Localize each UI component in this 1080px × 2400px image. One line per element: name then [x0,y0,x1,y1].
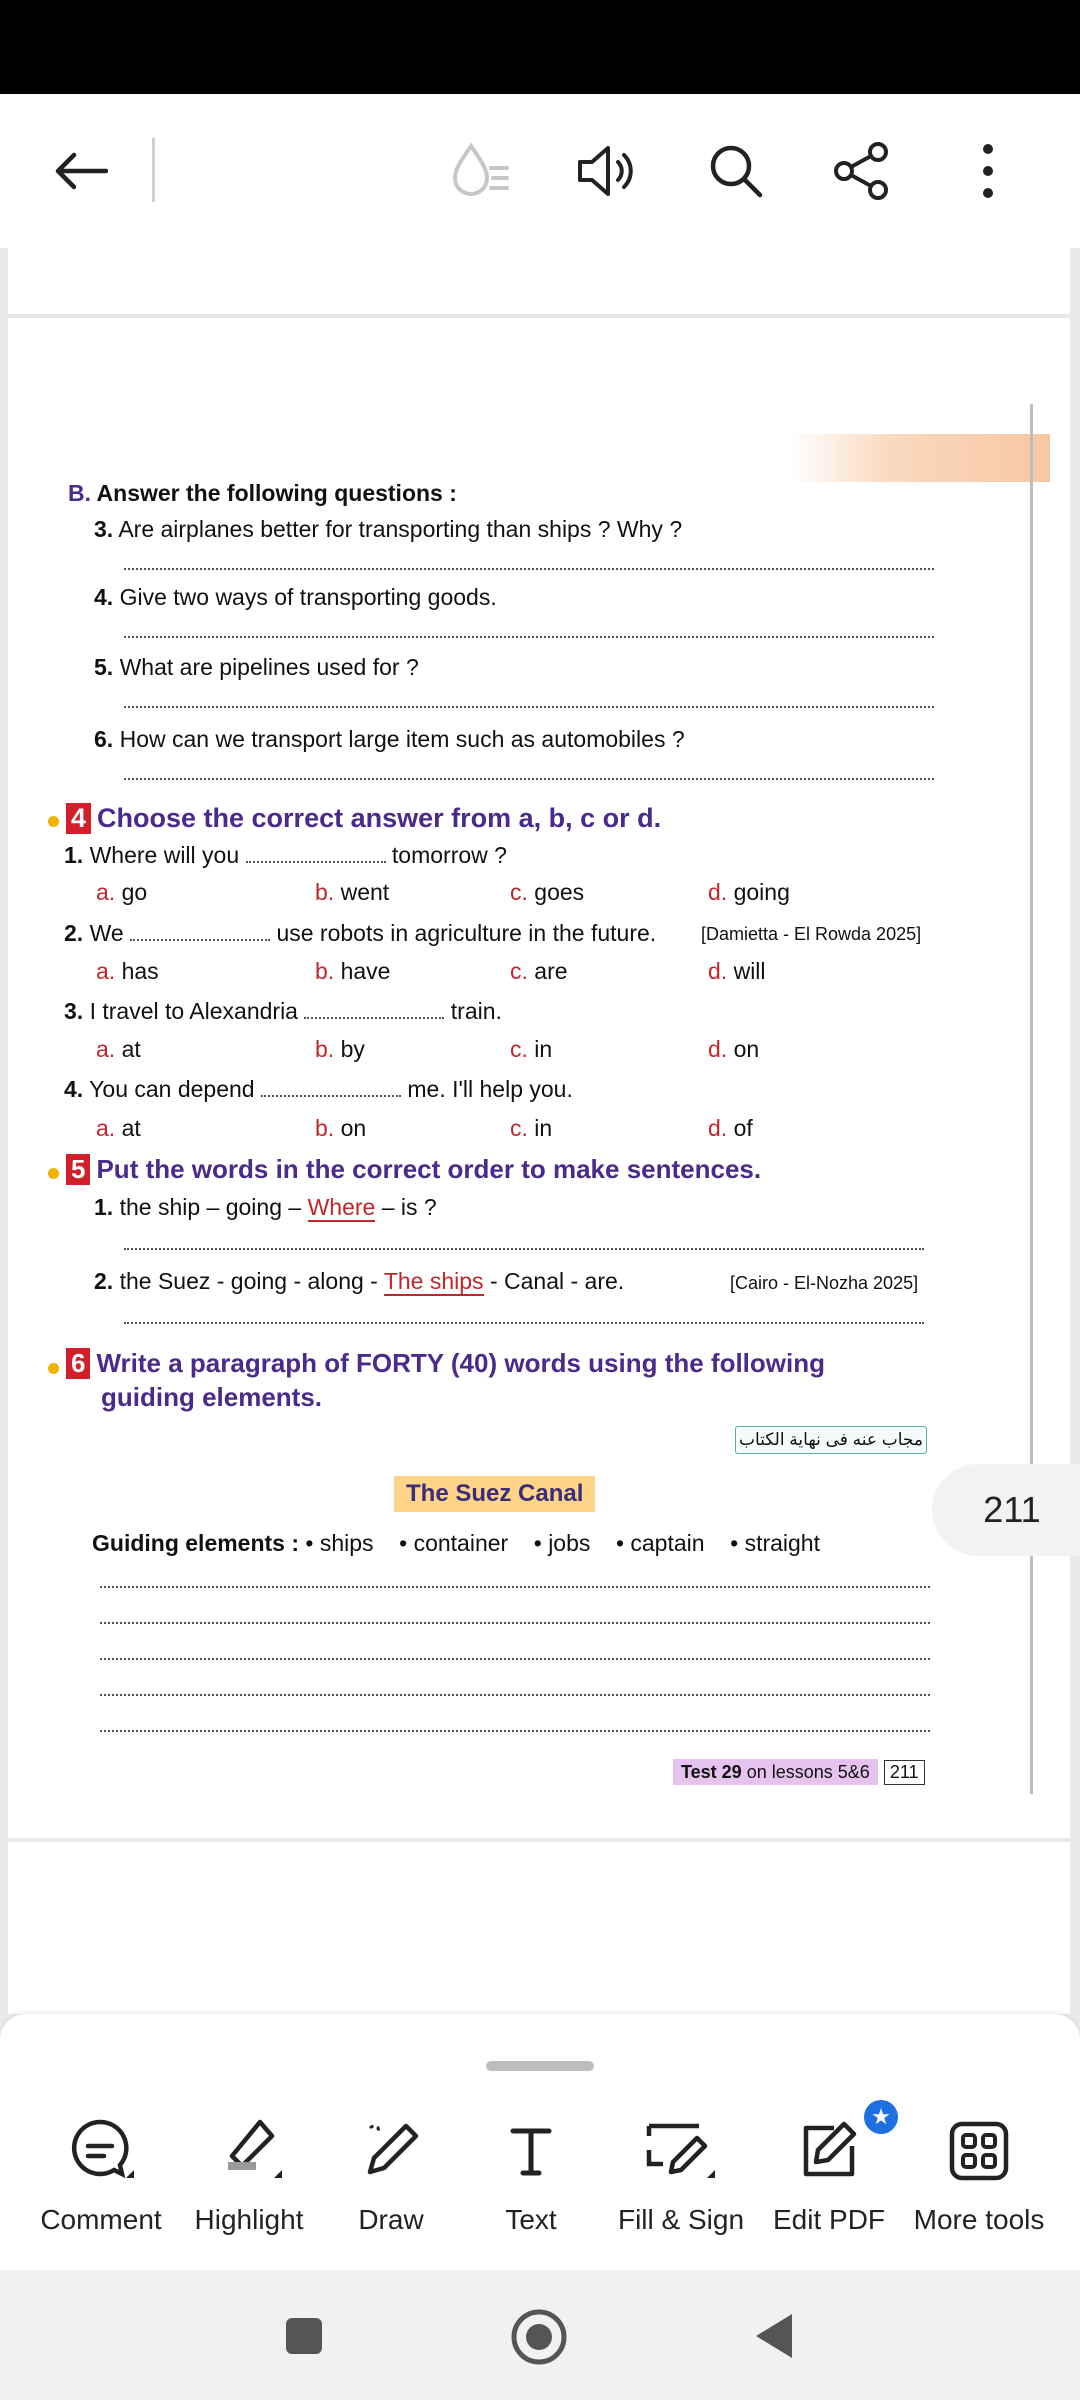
tool-label: Text [505,2204,557,2235]
draw-icon [316,2108,466,2194]
section-5-title: 5 Put the words in the correct order to make sentences. [66,1154,761,1185]
option-c[interactable]: c. are [510,958,568,984]
mcq-1: 1. Where will you tomorrow ? [64,842,507,868]
mcq-4: 4. You can depend me. I'll help you. [64,1076,573,1102]
question-4: 4. Give two ways of transporting goods. [94,584,497,610]
read-aloud-icon[interactable] [570,94,642,248]
option-a[interactable]: a. has [96,958,159,984]
page-number-indicator[interactable]: 211 [932,1464,1080,1556]
reorder-2: 2. the Suez - going - along - The ships - Canal - are. [94,1268,625,1294]
writing-line[interactable] [100,1694,930,1696]
tool-label: Fill & Sign [617,2204,745,2235]
drag-handle[interactable] [486,2061,594,2071]
top-toolbar [0,94,1080,249]
bullet-dot [48,1363,59,1374]
option-a[interactable]: a. go [96,879,148,905]
back-arrow-icon[interactable] [40,94,120,248]
source-note: [Damietta - El Rowda 2025] [701,924,922,944]
highlight-icon [174,2108,324,2194]
tool-label: Comment [40,2204,162,2235]
option-d[interactable]: d. going [708,879,790,905]
writing-line[interactable] [100,1586,930,1588]
question-3: 3. Are airplanes better for transporting than ships ? Why ? [94,516,683,542]
answer-line[interactable] [124,568,934,570]
tool-edit-pdf[interactable] [754,2104,904,2236]
answer-line[interactable] [124,706,934,708]
mcq-2: 2. We use robots in agriculture in the future. [64,920,657,946]
decorative-strip [788,434,1050,482]
search-icon[interactable] [700,94,772,248]
tool-label: More tools [913,2204,1045,2235]
page-footer: Test 29 on lessons 5&6 211 [673,1760,925,1785]
pdf-page [8,318,1070,1838]
text-icon [456,2108,606,2194]
fill-sign-icon [606,2108,756,2194]
writing-line[interactable] [100,1730,930,1732]
tool-more-tools[interactable] [904,2108,1054,2236]
status-bar [0,0,1080,94]
comment-icon [26,2108,176,2194]
more-tools-icon [904,2108,1054,2194]
home-icon[interactable] [510,2308,568,2366]
tool-comment[interactable] [26,2108,176,2236]
answer-line[interactable] [124,1322,924,1324]
option-b[interactable]: b. have [315,958,391,984]
bullet-dot [48,816,59,827]
premium-star-badge: ★ [864,2100,898,2134]
option-c[interactable]: c. in [510,1115,553,1141]
answer-line[interactable] [124,1248,924,1250]
question-5: 5. What are pipelines used for ? [94,654,419,680]
reorder-1: 1. the ship – going – Where – is ? [94,1194,437,1220]
edit-pdf-icon [754,2104,904,2194]
previous-page [8,248,1070,314]
section-b-heading: B. Answer the following questions : [68,480,457,506]
option-d[interactable]: d. of [708,1115,753,1141]
source-note: [Cairo - El-Nozha 2025] [730,1273,919,1293]
recents-icon[interactable] [284,2316,324,2356]
tool-draw[interactable] [316,2108,466,2236]
tool-highlight[interactable] [174,2108,324,2236]
option-a[interactable]: a. at [96,1036,141,1062]
question-6: 6. How can we transport large item such as automobiles ? [94,726,685,752]
more-vertical-icon[interactable] [956,94,1020,248]
topic-label: The Suez Canal [394,1476,595,1512]
section-6-title: 6 Write a paragraph of FORTY (40) words using the following [66,1348,825,1379]
bullet-dot [48,1168,59,1179]
section-6-title-line2: guiding elements. [101,1382,323,1412]
liquid-mode-icon[interactable] [444,94,516,248]
answer-line[interactable] [124,636,934,638]
tool-label: Highlight [194,2204,304,2235]
writing-line[interactable] [100,1658,930,1660]
option-b[interactable]: b. by [315,1036,365,1062]
option-a[interactable]: a. at [96,1115,141,1141]
next-page [8,1842,1070,2014]
tool-text[interactable] [456,2108,606,2236]
option-d[interactable]: d. on [708,1036,760,1062]
tool-fill-sign[interactable] [606,2108,756,2236]
share-icon[interactable] [826,94,898,248]
section-4-title: 4 Choose the correct answer from a, b, c or d. [66,803,661,834]
back-nav-icon[interactable] [752,2312,796,2360]
writing-line[interactable] [100,1622,930,1624]
answer-line[interactable] [124,778,934,780]
document-viewer[interactable] [0,248,1080,2014]
option-c[interactable]: c. goes [510,879,585,905]
tool-label: Draw [358,2204,424,2235]
guiding-elements: Guiding elements : • ships • container • jobs • captain • straight [92,1530,820,1556]
tool-label: Edit PDF [772,2204,886,2235]
option-b[interactable]: b. went [315,879,390,905]
option-b[interactable]: b. on [315,1115,367,1141]
answer-note-badge: مجاب عنه فى نهاية الكتاب [735,1426,927,1454]
option-c[interactable]: c. in [510,1036,553,1062]
mcq-3: 3. I travel to Alexandria train. [64,998,502,1024]
toolbar-divider [152,138,155,202]
page-edge-line [1030,404,1033,1794]
option-d[interactable]: d. will [708,958,766,984]
